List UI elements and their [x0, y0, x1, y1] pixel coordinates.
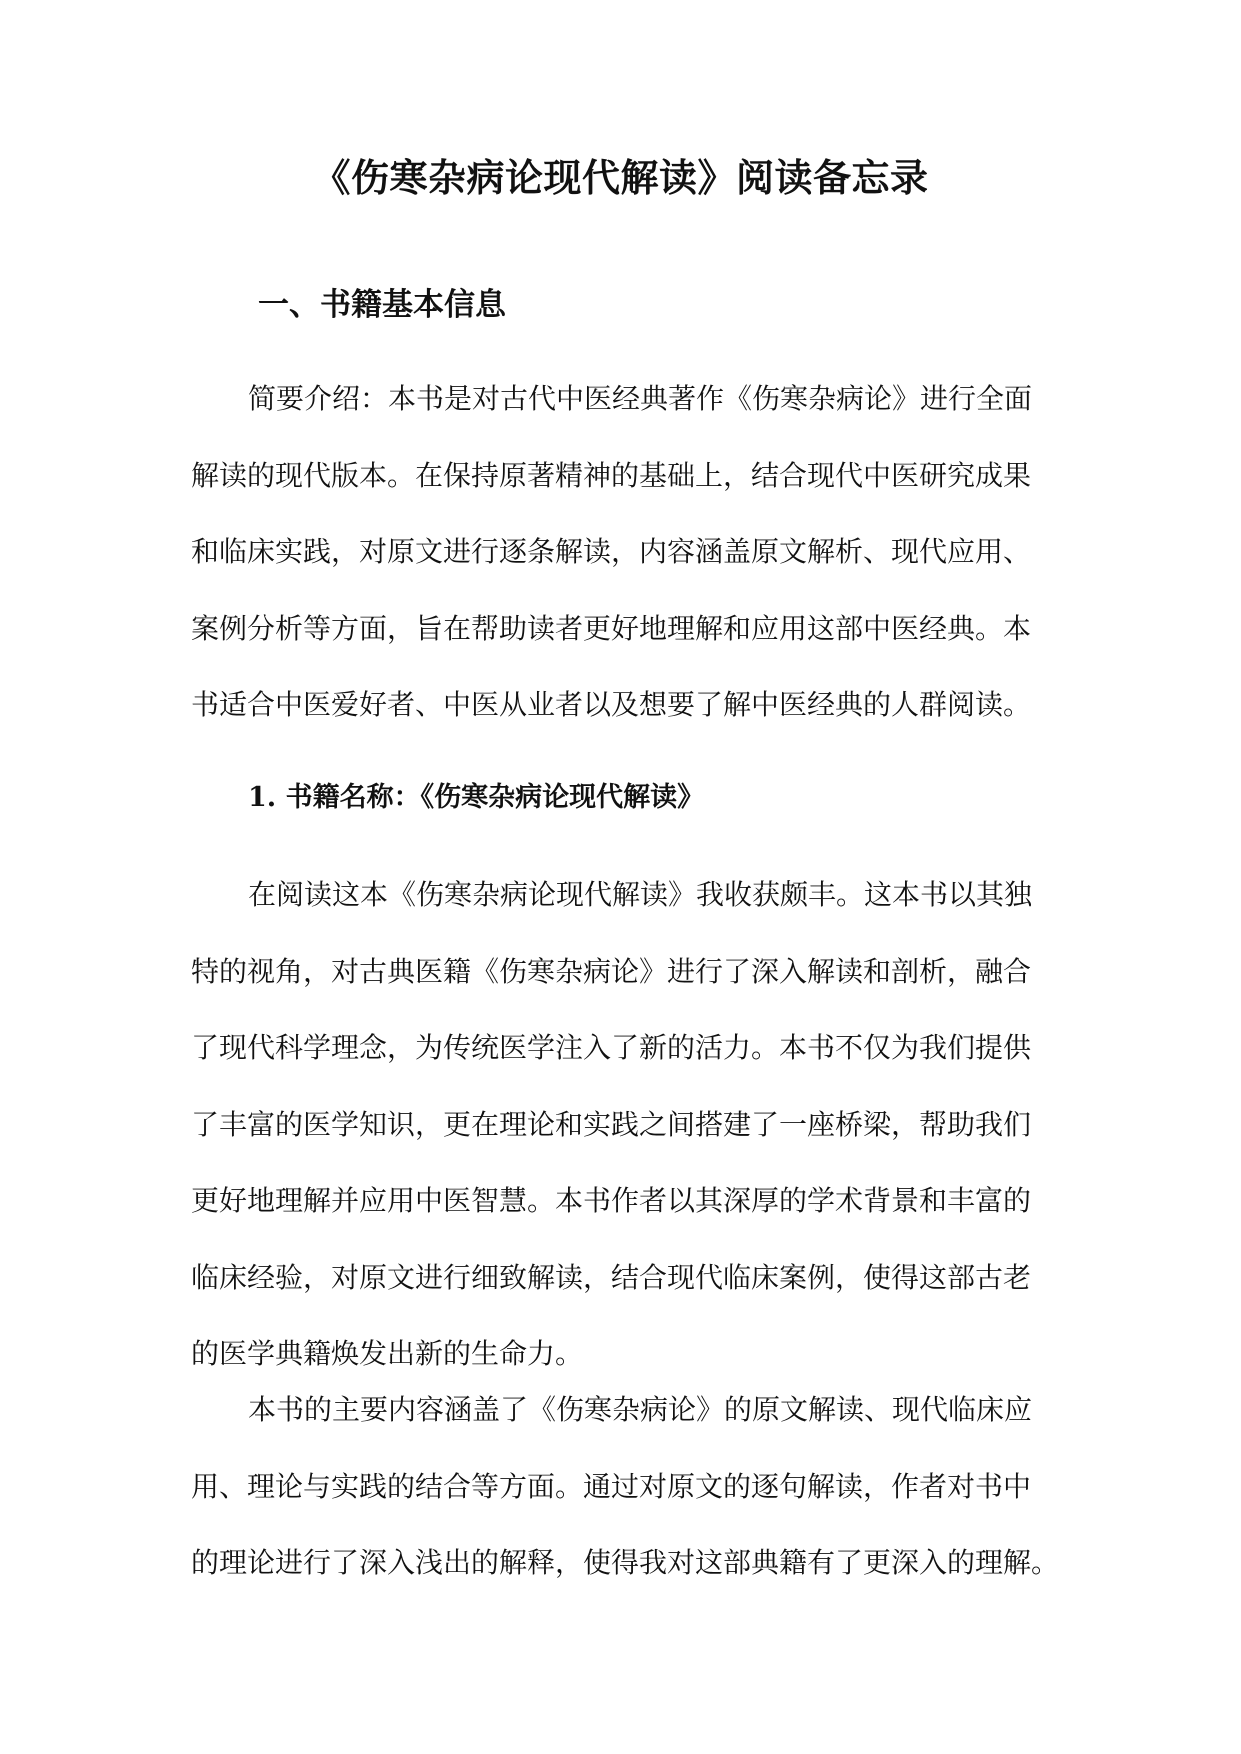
paragraph-line: 的医学典籍焕发出新的生命力。 — [191, 1337, 584, 1370]
section-heading-basic-info: 一、书籍基本信息 — [258, 287, 506, 323]
paragraph-line: 的理论进行了深入浅出的解释，使得我对这部典籍有了更深入的理解。 — [191, 1546, 1060, 1579]
paragraph-line: 特的视角，对古典医籍《伤寒杂病论》进行了深入解读和剖析，融合 — [191, 954, 1032, 988]
paragraph-line: 用、理论与实践的结合等方面。通过对原文的逐句解读，作者对书中 — [191, 1469, 1032, 1503]
paragraph-line: 本书的主要内容涵盖了《伤寒杂病论》的原文解读、现代临床应 — [248, 1393, 1033, 1426]
subsection-heading-book-name: 1. 书籍名称：《伤寒杂病论现代解读》 — [248, 782, 705, 813]
reading-paragraph — [191, 1372, 1071, 1602]
paragraph-line: 在阅读这本《伤寒杂病论现代解读》我收获颇丰。这本书以其独 — [248, 878, 1033, 911]
paragraph-line: 更好地理解并应用中医智慧。本书作者以其深厚的学术背景和丰富的 — [191, 1184, 1032, 1217]
paragraph-line: 了现代科学理念，为传统医学注入了新的活力。本书不仅为我们提供 — [191, 1031, 1032, 1064]
paragraph-line: 临床经验，对原文进行细致解读，结合现代临床案例，使得这部古老 — [191, 1260, 1032, 1294]
paragraph-line: 案例分析等方面，旨在帮助读者更好地理解和应用这部中医经典。本 — [191, 611, 1032, 645]
paragraph-line: 简要介绍：本书是对古代中医经典著作《伤寒杂病论》进行全面 — [248, 382, 1033, 415]
page-title: 《伤寒杂病论现代解读》阅读备忘录 — [312, 155, 929, 200]
reading-paragraph — [191, 857, 1071, 1393]
paragraph-line: 书适合中医爱好者、中医从业者以及想要了解中医经典的人群阅读。 — [191, 688, 1032, 721]
paragraph-line: 解读的现代版本。在保持原著精神的基础上，结合现代中医研究成果 — [191, 458, 1032, 492]
paragraph-line: 和临床实践，对原文进行逐条解读，内容涵盖原文解析、现代应用、 — [191, 535, 1032, 568]
intro-paragraph — [191, 361, 1071, 744]
paragraph-line: 了丰富的医学知识，更在理论和实践之间搭建了一座桥梁，帮助我们 — [191, 1107, 1032, 1141]
